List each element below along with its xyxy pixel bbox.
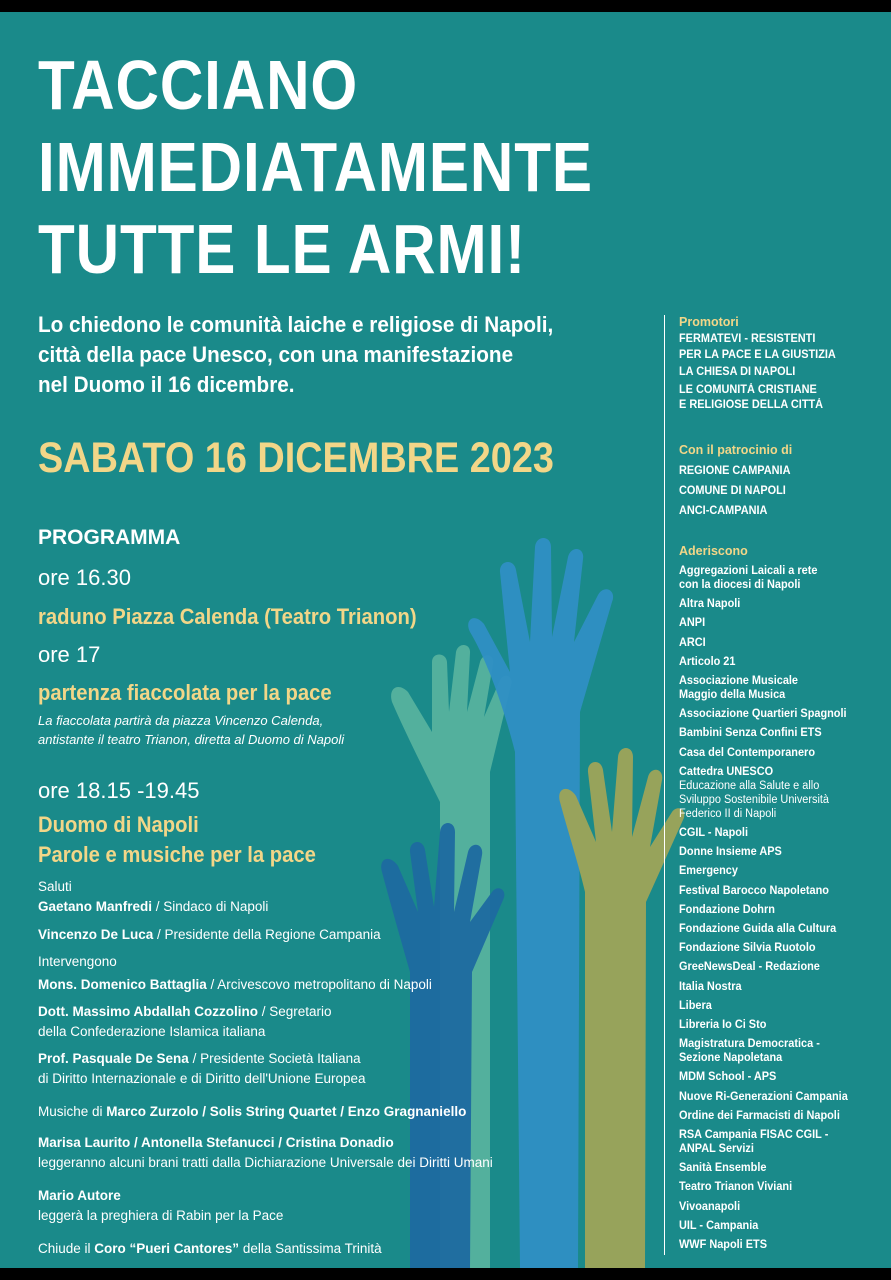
autore-text: leggerà la preghiera di Rabin per la Pace [38, 1208, 284, 1223]
speaker-3 [38, 976, 432, 994]
subtitle [38, 310, 678, 400]
aderiscono-item: Bambini Senza Confini ETS [679, 727, 822, 740]
promotori-item: PER LA PACE E LA GIUSTIZIA [679, 348, 836, 361]
event-3-line-1: Duomo di Napoli [38, 812, 199, 837]
time-1: ore 16.30 [38, 565, 131, 590]
event-2-note-2: antistante il teatro Trianon, diretta al Duomo di Napoli [38, 732, 345, 747]
aderiscono-item: Altra Napoli [679, 598, 741, 611]
musiche-names: Marco Zurzolo / Solis String Quartet / Enzo Gragnaniello [106, 1104, 467, 1119]
speaker-5 [38, 1050, 361, 1068]
aderiscono-item: Donne Insieme APS [679, 846, 782, 859]
time-2: ore 17 [38, 642, 101, 667]
event-2-note-1: La fiaccolata partirà da piazza Vincenzo Calenda, [38, 713, 324, 728]
promotori-item: FERMATEVI - RESISTENTI [679, 333, 816, 345]
speaker-2 [38, 926, 381, 944]
aderiscono-item: Libreria Io Ci Sto [679, 1019, 767, 1031]
promotori-heading: Promotori [679, 315, 739, 329]
speaker-4-name: Dott. Massimo Abdallah Cozzolino [38, 1004, 259, 1019]
patrocinio-heading: Con il patrocinio di [679, 443, 793, 457]
time-3: ore 18.15 -19.45 [38, 778, 200, 803]
title-line-1: TACCIANO [38, 46, 359, 124]
aderiscono-item: con la diocesi di Napoli [679, 579, 801, 591]
saluti-label: Saluti [38, 879, 72, 894]
aderiscono-item: Educazione alla Salute e allo [679, 779, 820, 792]
aderiscono-item: UIL - Campania [679, 1219, 759, 1232]
aderiscono-item: GreeNewsDeal - Redazione [679, 961, 820, 974]
readers-names-text: Marisa Laurito / Antonella Stefanucci / Cristina Donadio [38, 1135, 394, 1150]
aderiscono-item: CGIL - Napoli [679, 827, 748, 839]
speaker-3-role: / Arcivescovo metropolitano di Napoli [206, 977, 432, 992]
chiude-prefix: Chiude il [38, 1241, 95, 1256]
aderiscono-item: Magistratura Democratica - [679, 1038, 820, 1051]
aderiscono-item: ANPAL Servizi [679, 1143, 754, 1155]
top-black-bar [0, 0, 891, 12]
speaker-1-role: / Sindaco di Napoli [152, 899, 269, 914]
aderiscono-item: ARCI [679, 636, 706, 649]
event-2: partenza fiaccolata per la pace [38, 680, 332, 705]
title-line-3: TUTTE LE ARMI! [38, 210, 526, 288]
aderiscono-item: Teatro Trianon Viviani [679, 1181, 793, 1194]
aderiscono-item: Aggregazioni Laicali a rete [679, 565, 818, 577]
promotori-item: LA CHIESA DI NAPOLI [679, 366, 796, 378]
speaker-1 [38, 898, 268, 916]
event-3-line-2: Parole e musiche per la pace [38, 842, 316, 867]
event-1: raduno Piazza Calenda (Teatro Trianon) [38, 604, 417, 629]
aderiscono-item: Festival Barocco Napoletano [679, 884, 829, 897]
subtitle-line-1: Lo chiedono le comunità laiche e religiose di Napoli, [38, 312, 554, 337]
autore-name-text: Mario Autore [38, 1188, 121, 1203]
event-date: SABATO 16 DICEMBRE 2023 [38, 434, 554, 482]
aderiscono-item: MDM School - APS [679, 1071, 777, 1084]
musiche-prefix: Musiche di [38, 1104, 107, 1119]
aderiscono-item: Italia Nostra [679, 980, 742, 993]
aderiscono-item: Fondazione Guida alla Cultura [679, 923, 837, 935]
promotori-item: E RELIGIOSE DELLA CITTÀ [679, 399, 824, 411]
patrocinio-item: REGIONE CAMPANIA [679, 465, 791, 477]
subtitle-line-2: città della pace Unesco, con una manifestazione [38, 342, 514, 367]
aderiscono-item: Nuove Ri-Generazioni Campania [679, 1090, 848, 1103]
bottom-black-bar [0, 1268, 891, 1280]
speaker-4-role: / Segretario [258, 1004, 332, 1019]
aderiscono-item: Sanità Ensemble [679, 1162, 767, 1175]
speaker-1-name: Gaetano Manfredi [38, 899, 153, 914]
sponsors-sidebar [664, 315, 889, 1255]
aderiscono-item: ANPI [679, 617, 706, 630]
aderiscono-heading: Aderiscono [679, 544, 748, 558]
aderiscono-item: Fondazione Dohrn [679, 903, 775, 916]
aderiscono-item: Articolo 21 [679, 655, 736, 668]
page-title [38, 44, 878, 290]
aderiscono-item: Sviluppo Sostenibile Università [679, 793, 829, 806]
aderiscono-item: WWF Napoli ETS [679, 1239, 768, 1251]
chiude-suffix: della Santissima Trinità [239, 1241, 382, 1256]
aderiscono-item: Sezione Napoletana [679, 1052, 783, 1065]
autore-name [38, 1187, 121, 1205]
aderiscono-item: Federico II di Napoli [679, 807, 777, 820]
speaker-4-role-2: della Confederazione Islamica italiana [38, 1024, 266, 1039]
musiche [38, 1103, 466, 1121]
patrocinio-item: ANCI-CAMPANIA [679, 505, 768, 517]
aderiscono-item: Maggio della Musica [679, 689, 786, 701]
readers-text: leggeranno alcuni brani tratti dalla Dichiarazione Universale dei Diritti Umani [38, 1155, 493, 1170]
aderiscono-item: Associazione Musicale [679, 675, 799, 687]
aderiscono-item: Libera [679, 999, 712, 1012]
speaker-3-name: Mons. Domenico Battaglia [38, 977, 207, 992]
speaker-5-role-2: di Diritto Internazionale e di Diritto dell'Unione Europea [38, 1071, 366, 1086]
speaker-5-name: Prof. Pasquale De Sena [38, 1051, 189, 1066]
aderiscono-item: Fondazione Silvia Ruotolo [679, 942, 816, 955]
aderiscono-item: Cattedra UNESCO [679, 765, 774, 778]
chiude-name: Coro “Pueri Cantores” [94, 1241, 240, 1256]
patrocinio-item: COMUNE DI NAPOLI [679, 485, 786, 497]
aderiscono-item: Ordine dei Farmacisti di Napoli [679, 1109, 840, 1122]
aderiscono-item: Associazione Quartieri Spagnoli [679, 708, 847, 721]
intervengono-label: Intervengono [38, 954, 117, 969]
programma-heading: PROGRAMMA [38, 526, 181, 549]
aderiscono-item: Emergency [679, 865, 738, 878]
readers-names [38, 1134, 394, 1152]
speaker-2-name: Vincenzo De Luca [38, 927, 154, 942]
speaker-4 [38, 1003, 332, 1021]
speaker-5-role: / Presidente Società Italiana [188, 1051, 361, 1066]
speaker-2-role: / Presidente della Regione Campania [153, 927, 381, 942]
aderiscono-item: RSA Campania FISAC CGIL - [679, 1129, 829, 1141]
poster [0, 12, 891, 1268]
promotori-item: LE COMUNITÀ CRISTIANE [679, 383, 817, 396]
title-line-2: IMMEDIATAMENTE [38, 128, 593, 206]
chiude [38, 1240, 382, 1258]
aderiscono-item: Casa del Contemporanero [679, 746, 815, 759]
aderiscono-item: Vivoanapoli [679, 1200, 741, 1213]
subtitle-line-3: nel Duomo il 16 dicembre. [38, 372, 295, 397]
